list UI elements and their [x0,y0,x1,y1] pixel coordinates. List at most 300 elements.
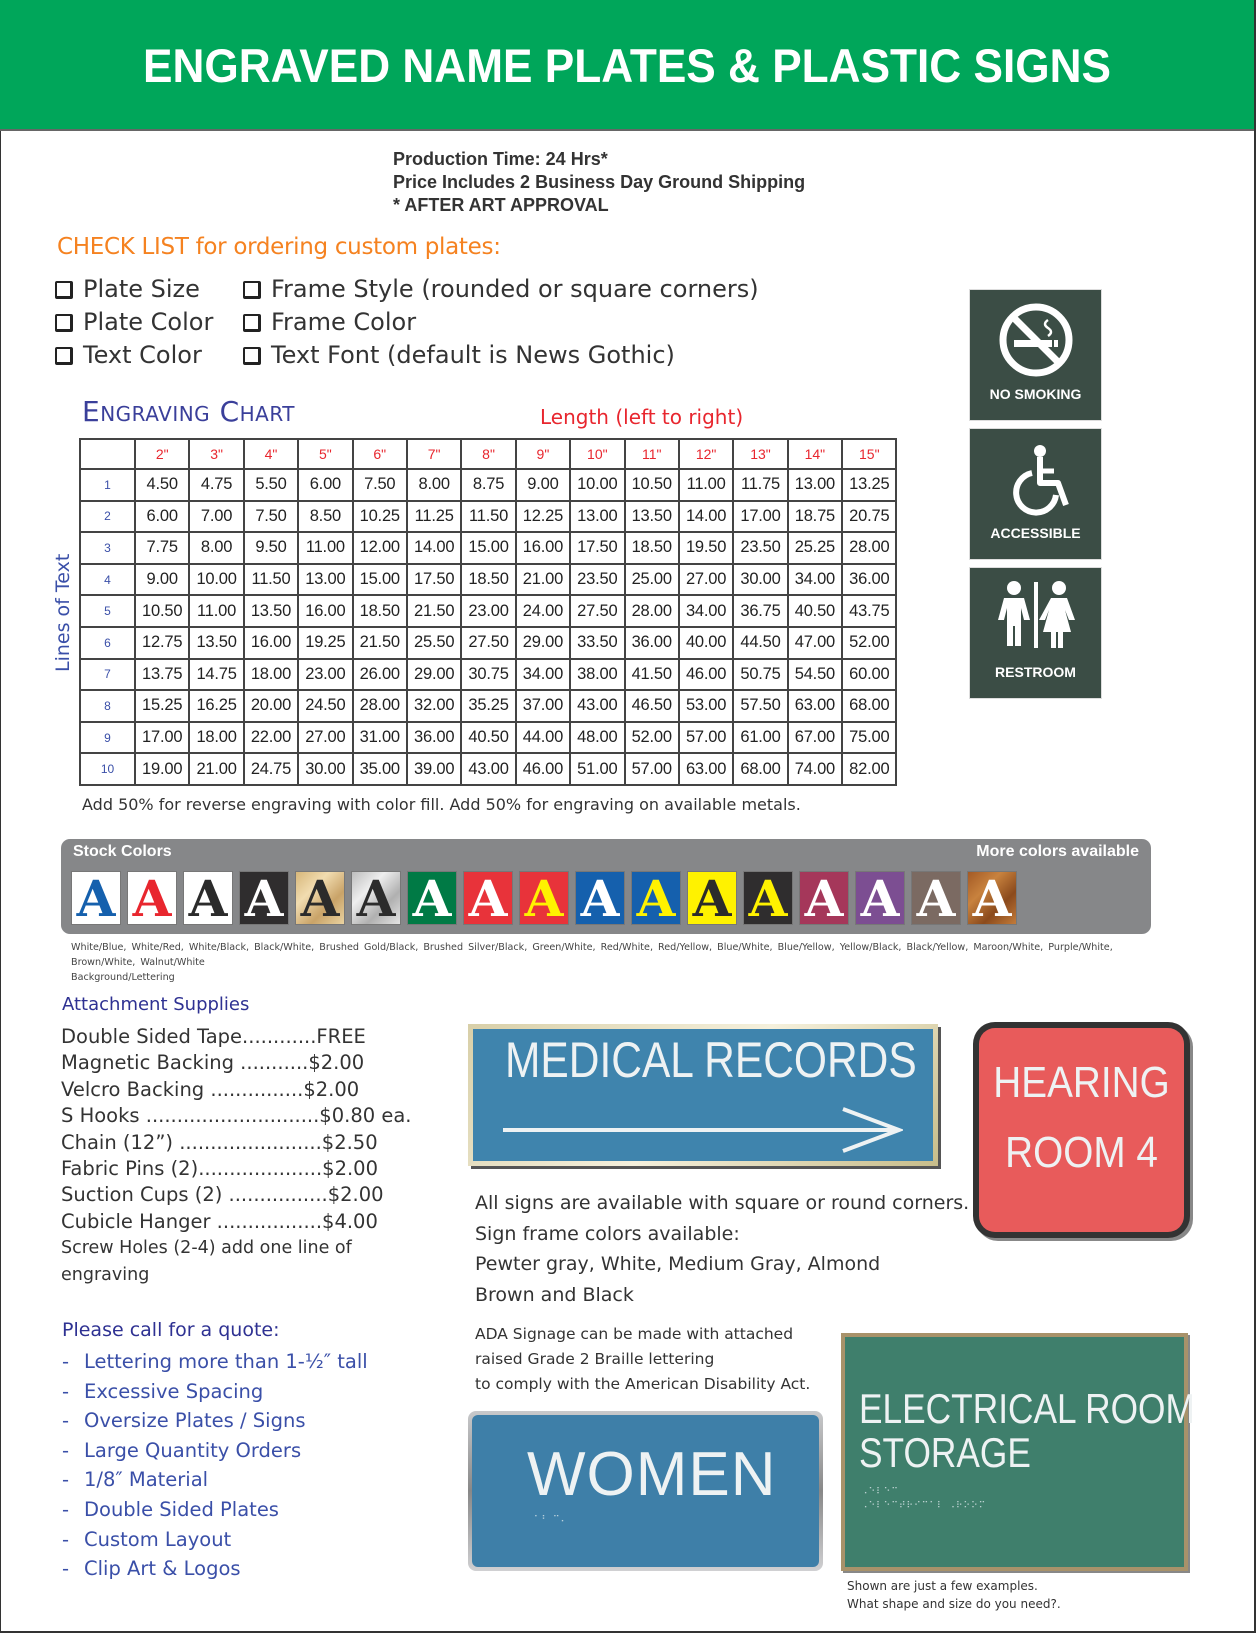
price-cell: 9.00 [135,564,189,596]
restroom-icon [970,568,1103,700]
row-header-lines: 7 [80,659,135,691]
price-cell: 29.00 [516,627,570,659]
price-cell: 13.00 [298,564,352,596]
price-cell: 8.50 [298,501,352,533]
sign-plate [472,1415,819,1567]
sign-plate [845,1337,1195,1567]
quote-item [62,1465,368,1495]
price-cell: 5.50 [244,469,298,501]
price-cell: 51.00 [570,753,624,785]
quote-list [62,1347,368,1584]
price-cell: 16.00 [516,532,570,564]
price-cell: 7.00 [189,501,243,533]
price-cell: 27.50 [461,627,515,659]
quote-item-label: Clip Art & Logos [84,1557,241,1581]
price-cell: 13.50 [189,627,243,659]
quote-item-label: Custom Layout [84,1527,232,1551]
price-cell: 25.25 [788,532,842,564]
price-cell: 36.00 [842,564,896,596]
price-cell: 21.50 [407,595,461,627]
sign-label: RESTROOM [995,664,1076,680]
price-cell: 17.00 [733,501,787,533]
ada-info-line: ADA Signage can be made with attached [475,1325,794,1343]
price-cell: 14.00 [407,532,461,564]
table-row [80,469,896,501]
ada-info-line: raised Grade 2 Braille lettering [475,1350,715,1368]
color-swatch: A [239,871,289,925]
column-header: 10" [570,439,624,469]
price-cell: 20.75 [842,501,896,533]
price-cell: 46.00 [679,659,733,691]
checkbox-icon[interactable] [55,347,73,365]
quote-item [62,1525,368,1555]
price-cell: 39.00 [407,753,461,785]
checklist-title: CHECK LIST for ordering custom plates: [57,234,501,260]
row-header-lines: 2 [80,501,135,533]
price-cell: 57.00 [679,722,733,754]
dash-bullet: - [62,1379,70,1403]
chart-note: Add 50% for reverse engraving with color fill. Add 50% for engraving on available metals. [82,795,801,814]
price-cell: 10.00 [189,564,243,596]
table-row [80,627,896,659]
production-time: Production Time: 24 Hrs* [393,149,608,169]
accessible-sign [969,428,1102,560]
price-cell: 7.75 [135,532,189,564]
engraving-chart-title: Engraving Chart [82,395,296,428]
price-cell: 32.00 [407,690,461,722]
price-cell: 9.50 [244,532,298,564]
frame-colors-info [475,1188,969,1310]
price-cell: 18.00 [189,722,243,754]
price-cell: 30.00 [298,753,352,785]
price-cell: 12.00 [353,532,407,564]
column-header: 8" [461,439,515,469]
shipping-info: Price Includes 2 Business Day Ground Shipping [393,172,806,192]
medical-records-sign [468,1024,938,1166]
restroom-sign [969,567,1102,699]
color-swatch: A [743,871,793,925]
price-cell: 47.00 [788,627,842,659]
price-cell: 30.00 [733,564,787,596]
sign-label: NO SMOKING [989,386,1082,402]
price-cell: 11.75 [733,469,787,501]
price-cell: 13.25 [842,469,896,501]
price-cell: 11.50 [244,564,298,596]
checklist-item-text-font[interactable] [243,339,759,372]
checklist-item-frame-style[interactable] [243,273,759,306]
attachment-supplies-title: Attachment Supplies [62,994,250,1015]
price-cell: 17.50 [570,532,624,564]
price-cell: 28.00 [353,690,407,722]
price-cell: 36.75 [733,595,787,627]
checklist-item-plate-color[interactable] [55,306,213,339]
price-cell: 7.50 [244,501,298,533]
price-cell: 17.00 [135,722,189,754]
swatch-names: White/Blue, White/Red, White/Black, Black/White, Brushed Gold/Black, Brushed Silver/Black, Green/White, Red/White, Red/Yellow, Blue/White, Blue/Yellow, Yellow/Black, Black/Yellow, Maroon/White, Purple/White, Brown/White, Walnut/White [71,942,1113,968]
engraving-price-table [79,438,897,786]
sign-text-line1: ELECTRICAL ROOM [859,1385,1195,1432]
price-cell: 19.00 [135,753,189,785]
supply-item: Velcro Backing ...............$2.00 [61,1077,360,1101]
color-swatches [71,871,1017,925]
price-cell: 8.00 [407,469,461,501]
price-cell: 23.50 [570,564,624,596]
column-header: 13" [733,439,787,469]
price-cell: 54.50 [788,659,842,691]
color-swatch: A [911,871,961,925]
price-cell: 35.00 [353,753,407,785]
row-header-lines: 4 [80,564,135,596]
price-cell: 30.75 [461,659,515,691]
color-swatch: A [463,871,513,925]
price-cell: 75.00 [842,722,896,754]
dash-bullet: - [62,1468,70,1492]
sign-text-line1: HEARING [993,1058,1170,1107]
price-cell: 11.25 [407,501,461,533]
supply-item: Screw Holes (2-4) add one line of [61,1238,352,1259]
color-swatch: A [631,871,681,925]
color-swatch: A [519,871,569,925]
row-header-lines: 9 [80,722,135,754]
stock-colors-title: Stock Colors [73,843,172,860]
color-swatch: A [183,871,233,925]
price-cell: 44.00 [516,722,570,754]
no-smoking-icon [970,290,1103,422]
price-cell: 13.50 [625,501,679,533]
sign-text-line2: ROOM 4 [1005,1128,1158,1177]
price-cell: 13.50 [244,595,298,627]
hearing-room-sign [973,1022,1190,1238]
price-cell: 15.00 [461,532,515,564]
price-cell: 15.25 [135,690,189,722]
row-header-lines: 6 [80,627,135,659]
price-cell: 26.00 [353,659,407,691]
column-header: 11" [625,439,679,469]
price-cell: 74.00 [788,753,842,785]
examples-note [847,1577,1061,1613]
ada-info-line: to comply with the American Disability Act. [475,1375,811,1393]
swatch-legend: Background/Lettering [71,972,175,983]
price-cell: 11.00 [679,469,733,501]
price-cell: 13.00 [788,469,842,501]
price-cell: 52.00 [625,722,679,754]
color-swatch: A [351,871,401,925]
color-swatch: A [855,871,905,925]
price-cell: 24.50 [298,690,352,722]
price-cell: 16.25 [189,690,243,722]
price-cell: 17.50 [407,564,461,596]
quote-title: Please call for a quote: [62,1319,280,1341]
price-cell: 25.50 [407,627,461,659]
price-cell: 43.00 [461,753,515,785]
checklist-item-text-color[interactable] [55,339,213,372]
ada-sign-examples [969,289,1105,706]
supply-item: Suction Cups (2) ................$2.00 [61,1183,384,1207]
checklist-item-plate-size[interactable] [55,273,213,306]
price-cell: 16.00 [244,627,298,659]
supply-item: engraving [61,1264,150,1285]
row-header-lines: 8 [80,690,135,722]
price-cell: 28.00 [625,595,679,627]
quote-item [62,1495,368,1525]
supply-item: Magnetic Backing ...........$2.00 [61,1051,365,1075]
price-cell: 27.50 [570,595,624,627]
checklist-left-column [55,273,213,372]
checkbox-icon[interactable] [55,314,73,332]
supply-item: Cubicle Hanger .................$4.00 [61,1209,378,1233]
price-cell: 23.00 [461,595,515,627]
price-cell: 11.00 [298,532,352,564]
price-cell: 57.50 [733,690,787,722]
price-cell: 21.50 [353,627,407,659]
row-header-lines: 5 [80,595,135,627]
color-swatch: A [575,871,625,925]
electrical-room-sign [841,1333,1195,1571]
price-cell: 57.00 [625,753,679,785]
price-cell: 4.50 [135,469,189,501]
quote-item-label: Large Quantity Orders [84,1438,302,1462]
price-cell: 10.50 [135,595,189,627]
price-cell: 18.50 [461,564,515,596]
color-swatch: A [687,871,737,925]
quote-item [62,1377,368,1407]
price-cell: 43.75 [842,595,896,627]
supply-item: Fabric Pins (2)....................$2.00 [61,1157,378,1181]
color-swatch: A [295,871,345,925]
price-cell: 29.00 [407,659,461,691]
table-row [80,532,896,564]
price-cell: 63.00 [679,753,733,785]
price-cell: 6.00 [135,501,189,533]
corners-info: All signs are available with square or round corners. [475,1192,970,1214]
checklist-label: Text Color [83,341,202,369]
price-cell: 28.00 [842,532,896,564]
quote-item-label: Oversize Plates / Signs [84,1409,306,1433]
price-cell: 34.00 [679,595,733,627]
row-header-lines: 1 [80,469,135,501]
stock-colors-caption [71,940,1161,985]
table-header-row [80,439,896,469]
table-row [80,659,896,691]
column-header: 3" [189,439,243,469]
price-cell: 14.00 [679,501,733,533]
price-cell: 46.00 [516,753,570,785]
price-cell: 50.75 [733,659,787,691]
checkbox-icon[interactable] [243,281,261,299]
price-cell: 34.00 [788,564,842,596]
checklist-label: Plate Size [83,275,200,303]
price-cell: 46.50 [625,690,679,722]
price-cell: 13.75 [135,659,189,691]
price-cell: 82.00 [842,753,896,785]
price-cell: 40.50 [461,722,515,754]
quote-item [62,1347,368,1377]
braille-text-line2: ⠠⠑⠇⠑⠉⠞⠗⠊⠉⠁⠇ ⠠⠗⠕⠕⠍ [861,1501,987,1511]
table-corner-cell [80,439,135,469]
column-header: 15" [842,439,896,469]
price-cell: 12.25 [516,501,570,533]
price-cell: 61.00 [733,722,787,754]
no-smoking-sign [969,289,1102,421]
quote-item [62,1554,368,1584]
column-header: 7" [407,439,461,469]
price-cell: 52.00 [842,627,896,659]
price-cell: 24.75 [244,753,298,785]
price-cell: 36.00 [407,722,461,754]
braille-text: ⠁⠃ ⠉⠄ [534,1515,569,1525]
price-cell: 13.00 [570,501,624,533]
length-axis-label: Length (left to right) [540,405,744,429]
color-swatch: A [407,871,457,925]
checklist-item-frame-color[interactable] [243,306,759,339]
price-cell: 14.75 [189,659,243,691]
ada-info [475,1322,810,1397]
price-cell: 48.00 [570,722,624,754]
sign-plate [473,1029,933,1161]
checkbox-icon[interactable] [243,314,261,332]
examples-note-line: Shown are just a few examples. [847,1579,1038,1593]
price-cell: 21.00 [516,564,570,596]
price-cell: 44.50 [733,627,787,659]
price-cell: 25.00 [625,564,679,596]
table-row [80,690,896,722]
color-swatch: A [71,871,121,925]
price-cell: 16.00 [298,595,352,627]
art-approval-note: * AFTER ART APPROVAL [393,195,609,215]
sign-plate [979,1028,1184,1232]
dash-bullet: - [62,1557,70,1581]
color-swatch: A [799,871,849,925]
checkbox-icon[interactable] [55,281,73,299]
price-cell: 4.75 [189,469,243,501]
price-cell: 10.50 [625,469,679,501]
braille-text-line1: ⠠⠑⠇⠑⠉ [861,1487,899,1497]
price-cell: 7.50 [353,469,407,501]
quote-item-label: Double Sided Plates [84,1497,279,1521]
price-cell: 31.00 [353,722,407,754]
price-cell: 40.00 [679,627,733,659]
price-cell: 24.00 [516,595,570,627]
sign-text: WOMEN [527,1440,777,1509]
price-cell: 21.00 [189,753,243,785]
arrow-right-icon [503,1107,903,1153]
table-row [80,501,896,533]
row-header-lines: 10 [80,753,135,785]
price-cell: 67.00 [788,722,842,754]
production-info [393,148,805,217]
price-cell: 68.00 [733,753,787,785]
price-cell: 8.00 [189,532,243,564]
price-cell: 18.00 [244,659,298,691]
supply-item: Double Sided Tape............FREE [61,1025,366,1048]
price-cell: 20.00 [244,690,298,722]
checklist-label: Text Font (default is News Gothic) [271,341,675,369]
frame-colors-heading: Sign frame colors available: [475,1222,740,1245]
price-cell: 23.00 [298,659,352,691]
table-row [80,753,896,785]
dash-bullet: - [62,1438,70,1462]
quote-item [62,1406,368,1436]
table-row [80,595,896,627]
price-cell: 68.00 [842,690,896,722]
price-cell: 43.00 [570,690,624,722]
dash-bullet: - [62,1409,70,1433]
lines-axis-label: Lines of Text [52,553,74,672]
price-cell: 11.50 [461,501,515,533]
women-sign [468,1411,823,1571]
price-cell: 10.00 [570,469,624,501]
price-cell: 34.00 [516,659,570,691]
dash-bullet: - [62,1497,70,1521]
price-cell: 15.00 [353,564,407,596]
price-cell: 53.00 [679,690,733,722]
column-header: 6" [353,439,407,469]
color-swatch: A [967,871,1017,925]
column-header: 9" [516,439,570,469]
frame-colors-list: Pewter gray, White, Medium Gray, Almond [475,1253,881,1275]
price-cell: 63.00 [788,690,842,722]
stock-colors-panel [61,839,1151,934]
sign-text-line2: STORAGE [859,1429,1031,1476]
price-cell: 38.00 [570,659,624,691]
column-header: 2" [135,439,189,469]
price-cell: 60.00 [842,659,896,691]
price-cell: 18.50 [353,595,407,627]
price-cell: 8.75 [461,469,515,501]
quote-item-label: Lettering more than 1-½″ tall [84,1350,368,1373]
supply-item: S Hooks ............................$0.80 ea. [61,1104,412,1128]
checklist-label: Frame Style (rounded or square corners) [271,275,759,303]
table-row [80,722,896,754]
price-cell: 11.00 [189,595,243,627]
column-header: 5" [298,439,352,469]
price-cell: 19.50 [679,532,733,564]
table-row [80,564,896,596]
checklist-label: Frame Color [271,308,417,336]
price-cell: 18.75 [788,501,842,533]
frame-colors-list-cont: Brown and Black [475,1283,634,1306]
price-cell: 27.00 [298,722,352,754]
column-header: 14" [788,439,842,469]
price-cell: 37.00 [516,690,570,722]
checkbox-icon[interactable] [243,347,261,365]
price-cell: 33.50 [570,627,624,659]
color-swatch: A [127,871,177,925]
price-cell: 41.50 [625,659,679,691]
checklist-label: Plate Color [83,308,214,336]
price-cell: 19.25 [298,627,352,659]
checklist-right-column [243,273,759,372]
price-cell: 27.00 [679,564,733,596]
row-header-lines: 3 [80,532,135,564]
quote-item [62,1436,368,1466]
quote-item-label: 1/8″ Material [84,1468,209,1492]
dash-bullet: - [62,1527,70,1551]
page-title: ENGRAVED NAME PLATES & PLASTIC SIGNS [143,39,1111,92]
wheelchair-icon [970,429,1103,561]
supply-item: Chain (12”) .......................$2.50 [61,1130,378,1154]
column-header: 12" [679,439,733,469]
price-cell: 10.25 [353,501,407,533]
more-colors-label: More colors available [976,843,1139,860]
header-banner [0,0,1254,131]
column-header: 4" [244,439,298,469]
quote-item-label: Excessive Spacing [84,1379,264,1403]
attachment-supplies-list [61,1024,411,1288]
dash-bullet: - [62,1350,70,1373]
price-cell: 35.25 [461,690,515,722]
price-cell: 36.00 [625,627,679,659]
